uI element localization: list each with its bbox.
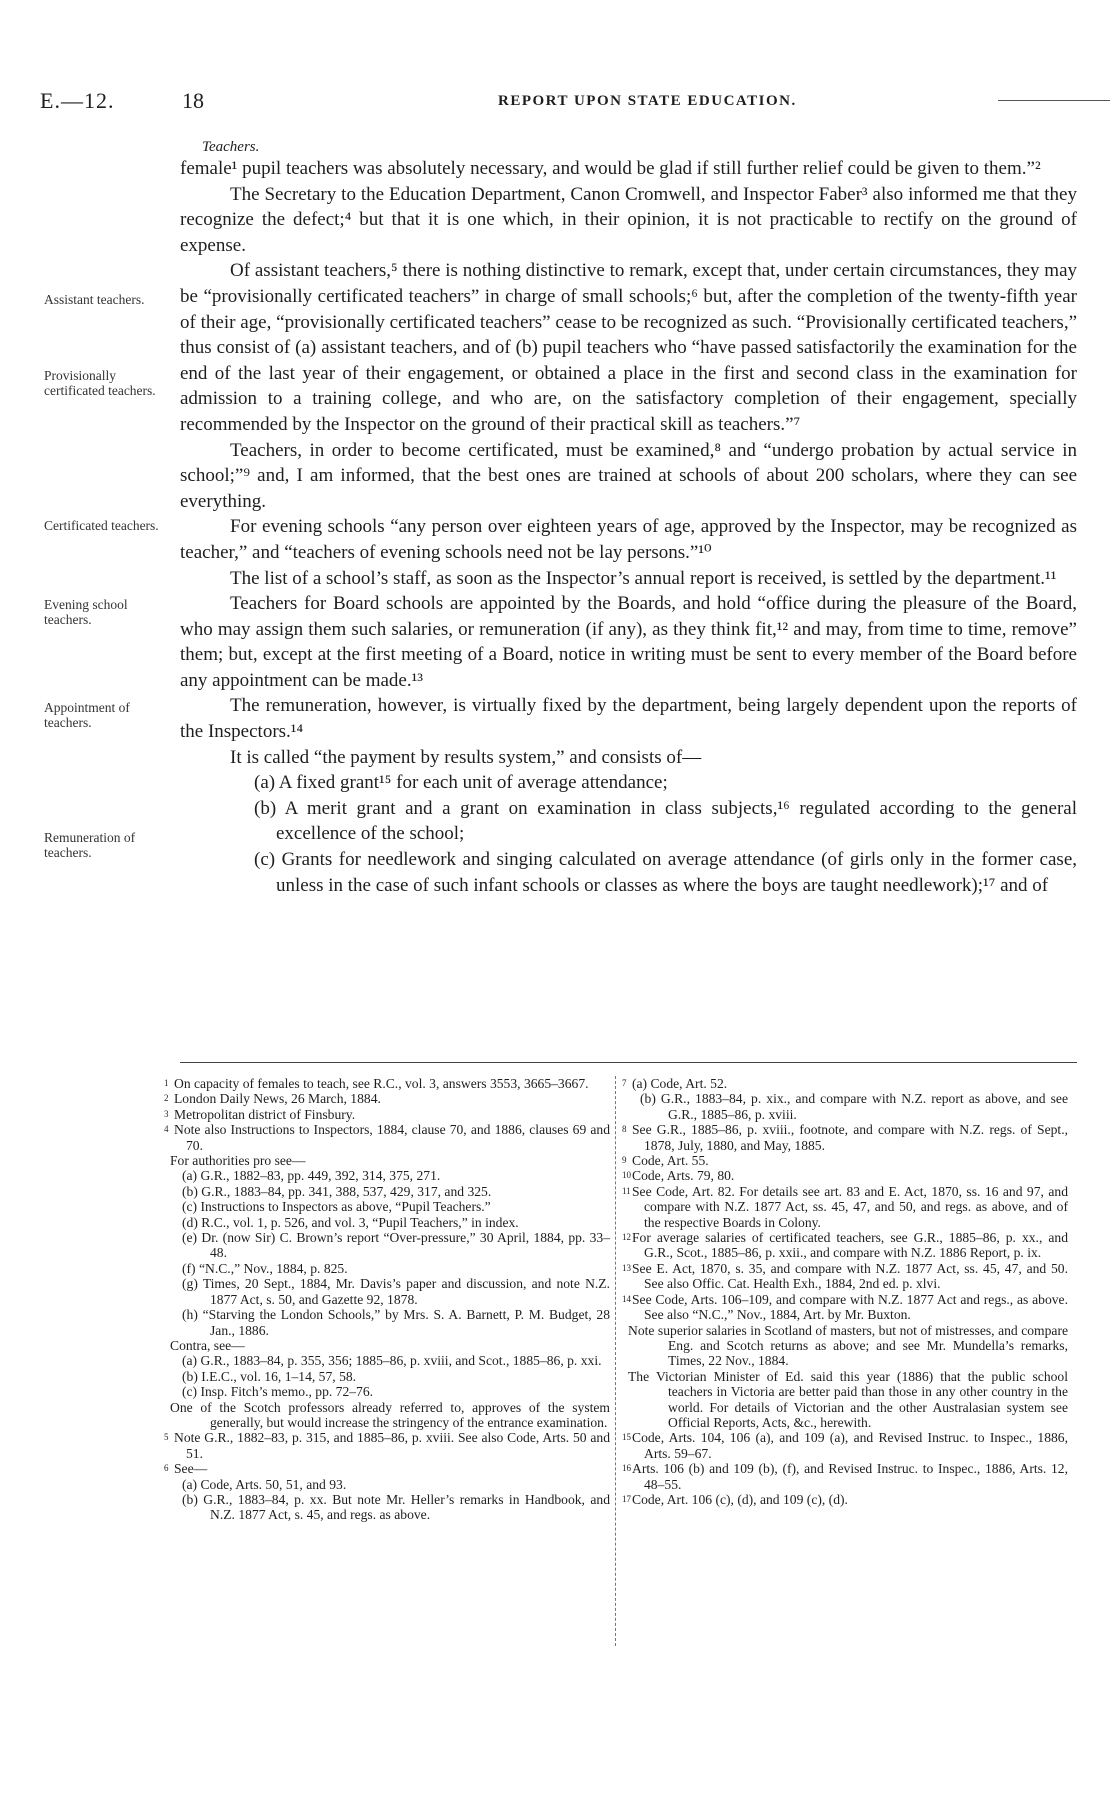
footnote — [622, 1323, 1068, 1369]
margin-note-provisional: Provisionally certificated teachers. — [44, 368, 156, 398]
footnote — [164, 1230, 610, 1261]
footnote-text: Metropolitan district of Finsbury. — [174, 1106, 356, 1122]
column-divider — [615, 1076, 616, 1646]
footnote — [622, 1430, 1068, 1461]
footnote-text: See— — [174, 1461, 208, 1477]
footnote-mark: 8 — [622, 1124, 627, 1135]
footnote-mark: 9 — [622, 1155, 627, 1166]
footnote-text: (a) Code, Arts. 50, 51, and 93. — [182, 1476, 347, 1492]
footnote — [164, 1477, 610, 1492]
footnote — [622, 1184, 1068, 1230]
footnote-text: The Victorian Minister of Ed. said this year (1886) that the public school teachers in Victoria are better paid than those in any other country in the world. For details of Victorian and the other Australasian system see Official Reports, Acts, &c., herewith. — [628, 1368, 1068, 1430]
footnote-text: (b) G.R., 1883–84, pp. 341, 388, 537, 429, 317, and 325. — [182, 1183, 492, 1199]
footnote-text: Code, Arts. 79, 80. — [632, 1168, 735, 1184]
footnote-rule — [180, 1062, 1077, 1063]
footnote-text: (a) G.R., 1882–83, pp. 449, 392, 314, 375, 271. — [182, 1168, 441, 1184]
footnote — [164, 1400, 610, 1431]
footnote — [164, 1353, 610, 1368]
footnote-mark: 2 — [164, 1093, 169, 1104]
paragraph: It is called “the payment by results system,” and consists of— — [230, 746, 702, 768]
paragraph: The Secretary to the Education Department, Canon Cromwell, and Inspector Faber³ also informed me that they recognize the defect;⁴ but that it is one which, in their opinion, it is not practicable to rectify on the ground of expense. — [180, 183, 1077, 256]
footnote — [164, 1261, 610, 1276]
footnote-mark: 5 — [164, 1432, 169, 1443]
list-item: (c) Grants for needlework and singing calculated on average attendance (of girls only in the former case, unless in the case of such infant schools or classes as where the boys are taught needlework);¹⁷ and of — [254, 849, 1077, 896]
footnote — [622, 1461, 1068, 1492]
footnote — [622, 1261, 1068, 1292]
footnote-text: Code, Arts. 104, 106 (a), and 109 (a), and Revised Instruc. to Inspec., 1886, Arts. 59–67. — [632, 1430, 1068, 1461]
footnote-text: See Code, Art. 82. For details see art. 83 and E. Act, 1870, ss. 16 and 97, and compare with N.Z. 1877 Act, ss. 45, 47, and 50, and regs. as above, and of the respective Boards in Colony. — [632, 1183, 1068, 1230]
footnote-text: (b) I.E.C., vol. 16, 1–14, 57, 58. — [182, 1368, 357, 1384]
paragraph: The remuneration, however, is virtually fixed by the department, being largely dependent upon the reports of the Inspectors.¹⁴ — [180, 695, 1077, 743]
document-code: E.—12. — [40, 88, 115, 113]
footnote — [164, 1430, 610, 1461]
footnote-mark: 7 — [622, 1078, 627, 1088]
footnote-text: Note superior salaries in Scotland of masters, but not of mistresses, and compare Eng. and Scotch returns as above; and see Mr. Mundella’s remarks, Times, 22 Nov., 1884. — [628, 1322, 1068, 1369]
footnote — [164, 1338, 610, 1353]
footnote — [164, 1307, 610, 1338]
footnote — [622, 1091, 1068, 1122]
header-rule — [998, 100, 1110, 101]
footnotes-left-column — [164, 1076, 610, 1523]
footnote — [622, 1076, 1068, 1091]
body-text — [180, 138, 1077, 898]
footnote — [164, 1091, 610, 1106]
paragraph: Teachers for Board schools are appointed by the Boards, and hold “office during the pleasure of the Board, who may assign them such salaries, or remuneration (if any), as they think fit,¹² and may, from time to time, remove” them; but, except at the first meeting of a Board, notice in writing must be sent to every member of the Board before any appointment can be made.¹³ — [180, 593, 1077, 691]
footnote-text: See Code, Arts. 106–109, and compare with N.Z. 1877 Act and regs., as above. See also “N.C.,” Nov., 1884, Art. by Mr. Buxton. — [632, 1291, 1068, 1323]
footnote-text: (h) “Starving the London Schools,” by Mrs. S. A. Barnett, P. M. Budget, 28 Jan., 1886. — [182, 1307, 610, 1338]
footnote — [164, 1276, 610, 1307]
footnote-text: One of the Scotch professors already referred to, approves of the system generally, but would increase the stringency of the entrance examination. — [170, 1399, 610, 1430]
footnote-mark: 16 — [622, 1463, 631, 1474]
footnote-text: For average salaries of certificated teachers, see G.R., 1885–86, p. xx., and G.R., Scot., 1885–86, p. xxii., and compare with N.Z. 1886 Report, p. ix. — [632, 1230, 1068, 1261]
footnote — [164, 1215, 610, 1230]
footnote-text: Contra, see— — [170, 1337, 245, 1353]
footnote — [164, 1199, 610, 1214]
footnote-text: (a) Code, Art. 52. — [632, 1076, 728, 1091]
footnote-text: (c) Instructions to Inspectors as above, “Pupil Teachers.” — [182, 1199, 491, 1215]
footnote-text: London Daily News, 26 March, 1884. — [174, 1091, 381, 1107]
footnote — [622, 1369, 1068, 1431]
footnote — [164, 1153, 610, 1168]
margin-note-assistant: Assistant teachers. — [44, 292, 145, 307]
footnote-mark: 11 — [622, 1185, 631, 1196]
page-header — [40, 88, 1080, 118]
footnote-text: Code, Art. 106 (c), (d), and 109 (c), (d). — [632, 1491, 848, 1507]
footnote-text: For authorities pro see— — [170, 1153, 306, 1169]
paragraph: The list of a school’s staff, as soon as the Inspector’s annual report is received, is settled by the department.¹¹ — [230, 567, 1057, 589]
footnote-mark: 12 — [622, 1232, 631, 1243]
footnote-text: (e) Dr. (now Sir) C. Brown’s report “Over-pressure,” 30 April, 1884, pp. 33–48. — [182, 1230, 610, 1261]
footnote — [164, 1168, 610, 1183]
footnote-mark: 17 — [622, 1493, 631, 1504]
footnote-mark: 3 — [164, 1108, 169, 1119]
list-item: (b) A merit grant and a grant on examination in class subjects,¹⁶ regulated according to the general excellence of the school; — [254, 797, 1077, 845]
footnote-text: (c) Insp. Fitch’s memo., pp. 72–76. — [182, 1384, 374, 1400]
footnote-text: See E. Act, 1870, s. 35, and compare with N.Z. 1877 Act, ss. 45, 47, and 50. See also Offic. Cat. Health Exh., 1884, 2nd ed. p. xlvi. — [632, 1260, 1068, 1292]
footnote-text: (f) “N.C.,” Nov., 1884, p. 825. — [182, 1260, 348, 1276]
footnote-text: (g) Times, 20 Sept., 1884, Mr. Davis’s paper and discussion, and note N.Z. 1877 Act, s. 50, and Gazette 92, 1878. — [182, 1276, 610, 1307]
footnote-text: Arts. 106 (b) and 109 (b), (f), and Revised Instruc. to Inspec., 1886, Arts. 12, 48–55. — [632, 1461, 1068, 1492]
footnote-mark: 4 — [164, 1124, 169, 1135]
footnote-text: (b) G.R., 1883–84, p. xx. But note Mr. Heller’s remarks in Handbook, and N.Z. 1877 Act, s. 45, and regs. as above. — [182, 1491, 610, 1523]
footnotes-right-column — [622, 1076, 1068, 1507]
paragraph: Of assistant teachers,⁵ there is nothing distinctive to remark, except that, under certain circumstances, they may be “provisionally certificated teachers” in charge of small schools;⁶ but, after the completion of the twenty-fifth year of their age, “provisionally certificated teachers” cease to be recognized as such. “Provisionally certificated teachers,” thus consist of (a) assistant teachers, and of (b) pupil teachers who “have passed satisfactorily the examination for the end of the last year of their engagement, or obtained a place in the first and second class in the examination for admission to a training college, and who are, on the satisfactory completion of their engagement, specially recommended by the Inspector on the ground of their practical skill as teachers.”⁷ — [180, 260, 1077, 435]
footnote-text: Code, Art. 55. — [632, 1153, 709, 1169]
footnote-mark: 13 — [622, 1262, 631, 1273]
running-title: REPORT UPON STATE EDUCATION. — [498, 93, 797, 109]
footnote — [622, 1153, 1068, 1168]
footnote — [622, 1122, 1068, 1153]
footnote — [164, 1076, 610, 1091]
footnote — [622, 1492, 1068, 1507]
margin-note-certificated: Certificated teachers. — [44, 518, 159, 533]
list-item: (a) A fixed grant¹⁵ for each unit of average attendance; — [254, 772, 668, 794]
footnote — [164, 1492, 610, 1523]
footnote — [164, 1461, 610, 1476]
footnote — [622, 1230, 1068, 1261]
paragraph: For evening schools “any person over eighteen years of age, approved by the Inspector, may be recognized as teacher,” and “teachers of evening schools need not be lay persons.”¹⁰ — [180, 516, 1077, 563]
footnote — [622, 1168, 1068, 1183]
footnote — [164, 1384, 610, 1399]
margin-note-appointment: Appointment of teachers. — [44, 700, 130, 730]
footnote-text: (a) G.R., 1883–84, p. 355, 356; 1885–86, p. xviii, and Scot., 1885–86, p. xxi. — [182, 1353, 602, 1369]
footnote-text: On capacity of females to teach, see R.C., vol. 3, answers 3553, 3665–3667. — [174, 1076, 589, 1091]
footnote — [164, 1369, 610, 1384]
footnote — [164, 1107, 610, 1122]
footnote — [164, 1122, 610, 1153]
footnote-mark: 10 — [622, 1170, 631, 1181]
margin-note-remuneration: Remuneration of teachers. — [44, 830, 136, 860]
footnote-text: Note G.R., 1882–83, p. 315, and 1885–86, p. xviii. See also Code, Arts. 50 and 51. — [174, 1430, 610, 1461]
footnote-text: See G.R., 1885–86, p. xviii., footnote, and compare with N.Z. regs. of Sept., 1878, July, 1880, and May, 1885. — [632, 1122, 1068, 1153]
footnote — [164, 1184, 610, 1199]
footnote — [622, 1292, 1068, 1323]
footnote-mark: 14 — [622, 1293, 631, 1304]
footnote-text: Note also Instructions to Inspectors, 1884, clause 70, and 1886, clauses 69 and 70. — [174, 1122, 610, 1153]
margin-note-evening: Evening school teachers. — [44, 597, 128, 627]
footnote-mark: 6 — [164, 1463, 169, 1474]
paragraph: female¹ pupil teachers was absolutely necessary, and would be glad if still further relief could be given to them.”² — [180, 158, 1041, 179]
footnote-text: (b) G.R., 1883–84, p. xix., and compare with N.Z. report as above, and see G.R., 1885–86, p. xviii. — [640, 1091, 1068, 1122]
section-label: Teachers. — [202, 139, 260, 155]
footnote-mark: 1 — [164, 1078, 169, 1088]
page-number: 18 — [182, 88, 204, 113]
paragraph: Teachers, in order to become certificated, must be examined,⁸ and “undergo probation by actual service in school;”⁹ and, I am informed, that the best ones are trained at schools of about 200 scholars, where they can see everything. — [180, 439, 1077, 512]
footnote-text: (d) R.C., vol. 1, p. 526, and vol. 3, “Pupil Teachers,” in index. — [182, 1214, 519, 1230]
footnote-mark: 15 — [622, 1432, 631, 1443]
